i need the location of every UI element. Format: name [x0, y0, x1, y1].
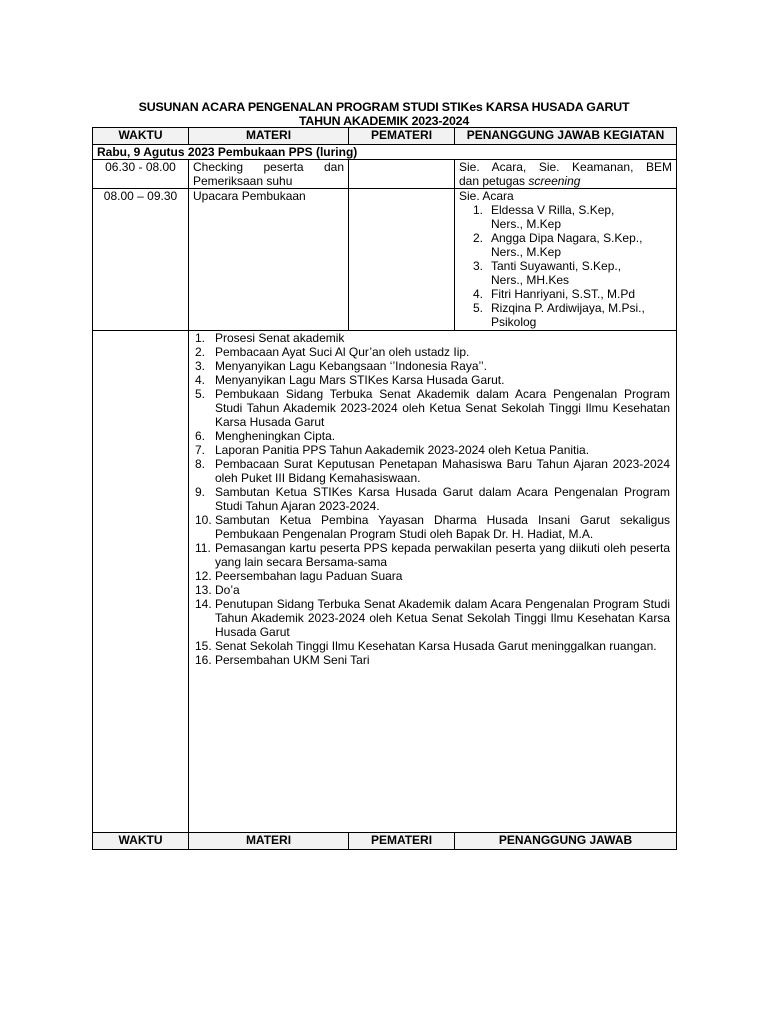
person-name: Fitri Hanriyani, S.ST., M.Pd [491, 287, 636, 301]
footer-waktu: WAKTU [93, 833, 189, 850]
person-item [472, 301, 672, 329]
date-label: Rabu, 9 Agutus 2023 Pembukaan PPS (luring) [93, 145, 677, 160]
program-item-number: 5. [195, 387, 206, 401]
program-row [93, 331, 677, 833]
program-item [195, 345, 670, 359]
program-item-text: Menyanyikan Lagu Kebangsaan ‘’Indonesia Raya’’. [215, 359, 487, 373]
date-row [93, 145, 677, 160]
program-item-number: 2. [195, 345, 206, 359]
program-item-number: 11. [195, 541, 211, 555]
pemateri-cell [349, 189, 455, 331]
footer-penanggung-jawab: PENANGGUNG JAWAB [455, 833, 677, 850]
person-number: 4. [472, 287, 483, 301]
person-name [491, 231, 642, 259]
program-item [195, 653, 670, 667]
document-subtitle: TAHUN AKADEMIK 2023-2024 [298, 114, 470, 128]
pj-cell [455, 160, 677, 189]
header-pemateri: PEMATERI [349, 128, 455, 145]
program-item-number: 9. [195, 485, 206, 499]
person-item [472, 203, 672, 231]
person-name [491, 259, 621, 287]
materi-cell [189, 160, 349, 189]
footer-pemateri: PEMATERI [349, 833, 455, 850]
table-footer-row [93, 833, 677, 850]
person-number: 3. [472, 259, 483, 273]
name-line: Tanti Suyawanti, S.Kep., [491, 259, 622, 273]
table-row [93, 160, 677, 189]
time-cell: 08.00 – 09.30 [93, 189, 189, 331]
program-item-text: Penutupan Sidang Terbuka Senat Akademik dalam Acara Pengenalan Program Studi Tahun Akademik 2023-2024 oleh Ketua Senat Sekolah Tinggi Ilmu Kesehatan Karsa Husada Garut [215, 597, 670, 639]
header-materi: MATERI [189, 128, 349, 145]
program-list [195, 331, 670, 667]
program-item [195, 387, 670, 429]
program-item-text: Sambutan Ketua Pembina Yayasan Dharma Husada Insani Garut sekaligus Pembukaan Pengenalan Program Studi oleh Bapak Dr. H. Hadiat, M.A. [215, 513, 670, 541]
program-item-text: Pembukaan Sidang Terbuka Senat Akademik dalam Acara Pengenalan Program Studi Tahun Akademik 2023-2024 oleh Ketua Senat Sekolah Tinggi Ilmu Kesehatan Karsa Husada Garut [215, 387, 670, 429]
program-item [195, 443, 670, 457]
program-item [195, 569, 670, 583]
time-cell: 06.30 - 08.00 [93, 160, 189, 189]
program-item [195, 639, 670, 653]
program-item-text: Pemasangan kartu peserta PPS kepada perwakilan peserta yang diikuti oleh peserta yang lain secara Bersama-sama [215, 541, 670, 569]
program-item-number: 7. [195, 443, 206, 457]
program-item-text: Senat Sekolah Tinggi Ilmu Kesehatan Karsa Husada Garut meninggalkan ruangan. [215, 639, 657, 653]
person-number: 5. [472, 301, 483, 315]
program-cell [189, 331, 677, 833]
program-item [195, 373, 670, 387]
program-item-number: 14. [195, 597, 212, 611]
name-line: Psikolog [491, 315, 537, 329]
pemateri-cell [349, 160, 455, 189]
program-item [195, 513, 670, 541]
schedule-table [92, 127, 677, 850]
person-item [472, 231, 672, 259]
pj-line: Sie. Acara, Sie. Keamanan, BEM [459, 160, 672, 174]
program-item-number: 12. [195, 569, 212, 583]
program-item-text: Peersembahan lagu Paduan Suara [215, 569, 403, 583]
program-item-text: Menyanyikan Lagu Mars STIKes Karsa Husada Garut. [215, 373, 505, 387]
program-item [195, 485, 670, 513]
program-item [195, 359, 670, 373]
person-number: 2. [472, 231, 483, 245]
program-item-text: Mengheningkan Cipta. [215, 429, 336, 443]
program-item-number: 1. [195, 331, 206, 345]
header-penanggung-jawab: PENANGGUNG JAWAB KEGIATAN [455, 128, 677, 145]
pj-text-em: screening [528, 174, 581, 188]
program-item-text: Pembacaan Ayat Suci Al Qur’an oleh ustadz Iip. [215, 345, 470, 359]
program-item [195, 331, 670, 345]
name-line: Angga Dipa Nagara, S.Kep., [491, 231, 643, 245]
table-header-row [93, 128, 677, 145]
materi-line: Checking peserta dan [193, 160, 344, 174]
person-name [491, 301, 645, 329]
program-item-number: 8. [195, 457, 206, 471]
pj-head: Sie. Acara [459, 189, 514, 203]
name-line: Ners., MH.Kes [491, 273, 570, 287]
person-number: 1. [472, 203, 483, 217]
program-item-number: 13. [195, 583, 212, 597]
program-item [195, 597, 670, 639]
name-line: Rizqina P. Ardiwijaya, M.Psi., [491, 301, 645, 315]
person-item [472, 287, 672, 301]
program-item-number: 15. [195, 639, 212, 653]
pj-text: dan petugas [459, 174, 529, 188]
person-item [472, 259, 672, 287]
person-name [491, 203, 614, 231]
program-item [195, 457, 670, 485]
program-item-number: 6. [195, 429, 206, 443]
name-line: Ners., M.Kep [491, 217, 562, 231]
program-item [195, 583, 670, 597]
name-line: Ners., M.Kep [491, 245, 562, 259]
pj-line [459, 174, 672, 188]
document-title: SUSUNAN ACARA PENGENALAN PROGRAM STUDI STIKes KARSA HUSADA GARUT [138, 100, 630, 114]
person-list [459, 203, 672, 329]
program-item-text: Do’a [215, 583, 240, 597]
pj-cell [455, 189, 677, 331]
program-item-text: Sambutan Ketua STIKes Karsa Husada Garut dalam Acara Pengenalan Program Studi Tahun Ajaran 2023-2024. [215, 485, 670, 513]
program-item-text: Pembacaan Surat Keputusan Penetapan Mahasiswa Baru Tahun Ajaran 2023-2024 oleh Puket III Bidang Kemahasiswaan. [215, 457, 670, 485]
name-line: Eldessa V Rilla, S.Kep, [491, 203, 615, 217]
time-cell-empty [93, 331, 189, 833]
program-item-number: 16. [195, 653, 212, 667]
program-item [195, 429, 670, 443]
materi-cell: Upacara Pembukaan [189, 189, 349, 331]
program-item-number: 3. [195, 359, 206, 373]
materi-line: Pemeriksaan suhu [193, 174, 293, 188]
table-row [93, 189, 677, 331]
program-item-number: 10. [195, 513, 212, 527]
program-item-number: 4. [195, 373, 206, 387]
program-item-text: Prosesi Senat akademik [215, 331, 345, 345]
program-item-text: Persembahan UKM Seni Tari [215, 653, 370, 667]
footer-materi: MATERI [189, 833, 349, 850]
program-item-text: Laporan Panitia PPS Tahun Aakademik 2023-2024 oleh Ketua Panitia. [215, 443, 590, 457]
program-item [195, 541, 670, 569]
header-waktu: WAKTU [93, 128, 189, 145]
